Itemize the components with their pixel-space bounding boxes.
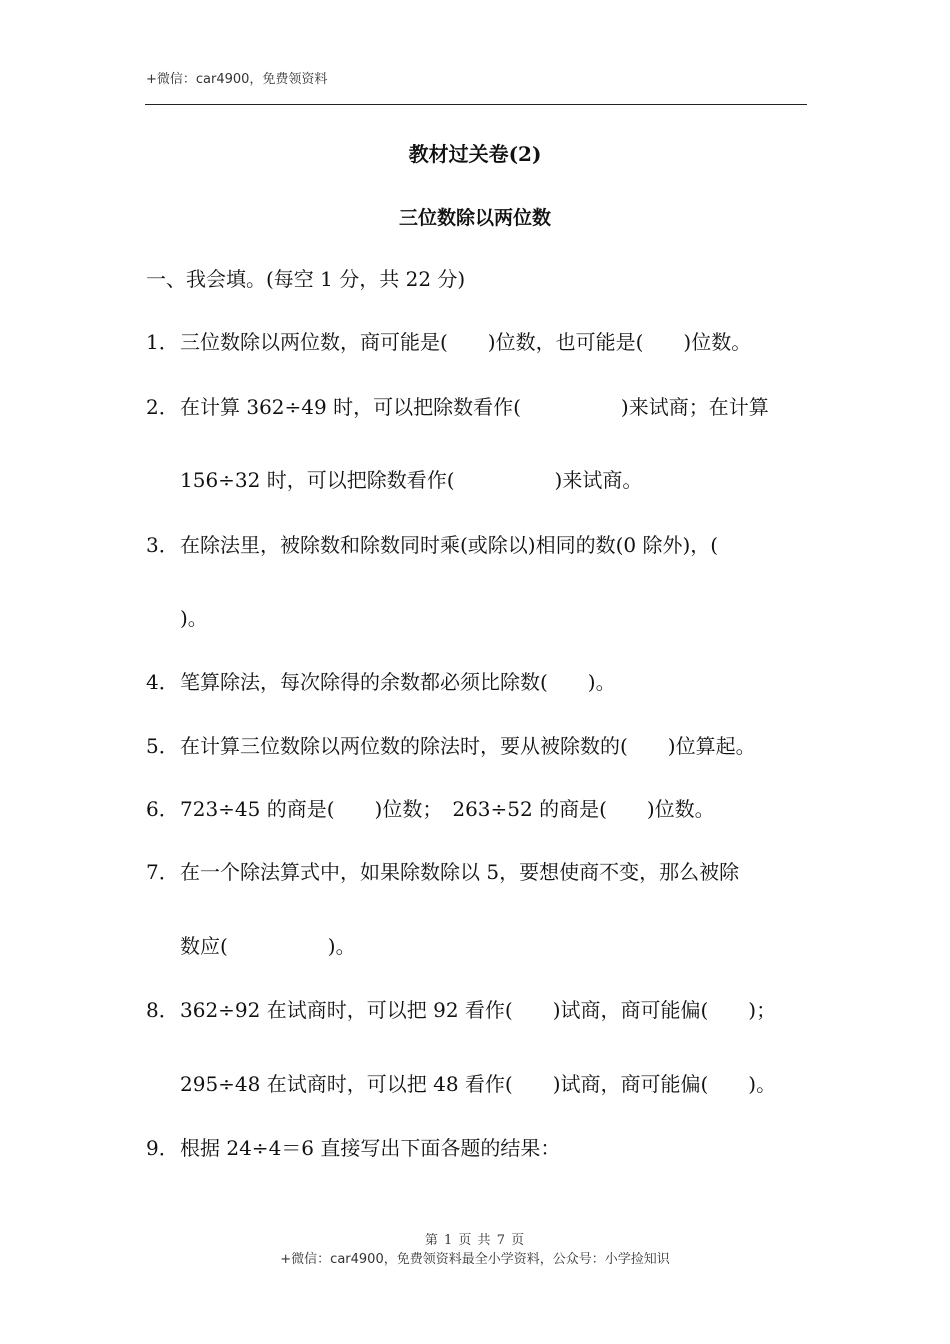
- question-8: [146, 997, 776, 1023]
- question-number: 9．: [146, 1136, 179, 1160]
- question-number: 8．: [146, 998, 179, 1022]
- question-3-continuation: )。: [180, 606, 208, 630]
- question-number: 6．: [146, 797, 179, 821]
- question-text: 在除法里，被除数和除数同时乘(或除以)相同的数(0 除外)，(: [180, 533, 719, 557]
- question-6: [146, 796, 715, 822]
- question-3: [146, 532, 718, 558]
- question-text: 在计算 362÷49 时，可以把除数看作( )来试商；在计算: [180, 395, 769, 419]
- doc-title: 教材过关卷(2): [408, 142, 542, 166]
- question-text: 根据 24÷4＝6 直接写出下面各题的结果：: [180, 1136, 561, 1160]
- question-1: [146, 329, 751, 355]
- question-2-continuation: 156÷32 时，可以把除数看作( )来试商。: [180, 468, 643, 492]
- question-9: [146, 1135, 560, 1161]
- question-text: 在一个除法算式中，如果除数除以 5，要想使商不变，那么被除: [180, 860, 740, 884]
- question-5: [146, 733, 756, 759]
- question-text: 笔算除法，每次除得的余数都必须比除数( )。: [180, 670, 616, 694]
- question-number: 4．: [146, 670, 179, 694]
- question-8-continuation: 295÷48 在试商时，可以把 48 看作( )试商，商可能偏( )。: [180, 1072, 777, 1096]
- footer-note: +微信：car4900，免费领资料最全小学资料，公众号：小学捡知识: [280, 1252, 670, 1267]
- question-text: 362÷92 在试商时，可以把 92 看作( )试商，商可能偏( )；: [180, 998, 777, 1022]
- question-4: [146, 669, 616, 695]
- question-text: 三位数除以两位数，商可能是( )位数，也可能是( )位数。: [180, 330, 752, 354]
- question-number: 7．: [146, 860, 179, 884]
- question-number: 2．: [146, 395, 179, 419]
- question-text: 723÷45 的商是( )位数； 263÷52 的商是( )位数。: [180, 797, 715, 821]
- question-7: [146, 859, 739, 885]
- question-number: 5．: [146, 734, 179, 758]
- header-note: +微信：car4900，免费领资料: [146, 72, 328, 87]
- question-number: 1．: [146, 330, 179, 354]
- header-divider: [145, 104, 807, 105]
- page-number: 第 1 页 共 7 页: [424, 1233, 526, 1248]
- question-number: 3．: [146, 533, 179, 557]
- question-text: 在计算三位数除以两位数的除法时，要从被除数的( )位算起。: [180, 734, 756, 758]
- doc-subtitle: 三位数除以两位数: [398, 207, 551, 229]
- question-7-continuation: 数应( )。: [180, 934, 356, 958]
- section-heading: 一、我会填。(每空 1 分，共 22 分): [146, 267, 466, 291]
- question-2: [146, 394, 769, 420]
